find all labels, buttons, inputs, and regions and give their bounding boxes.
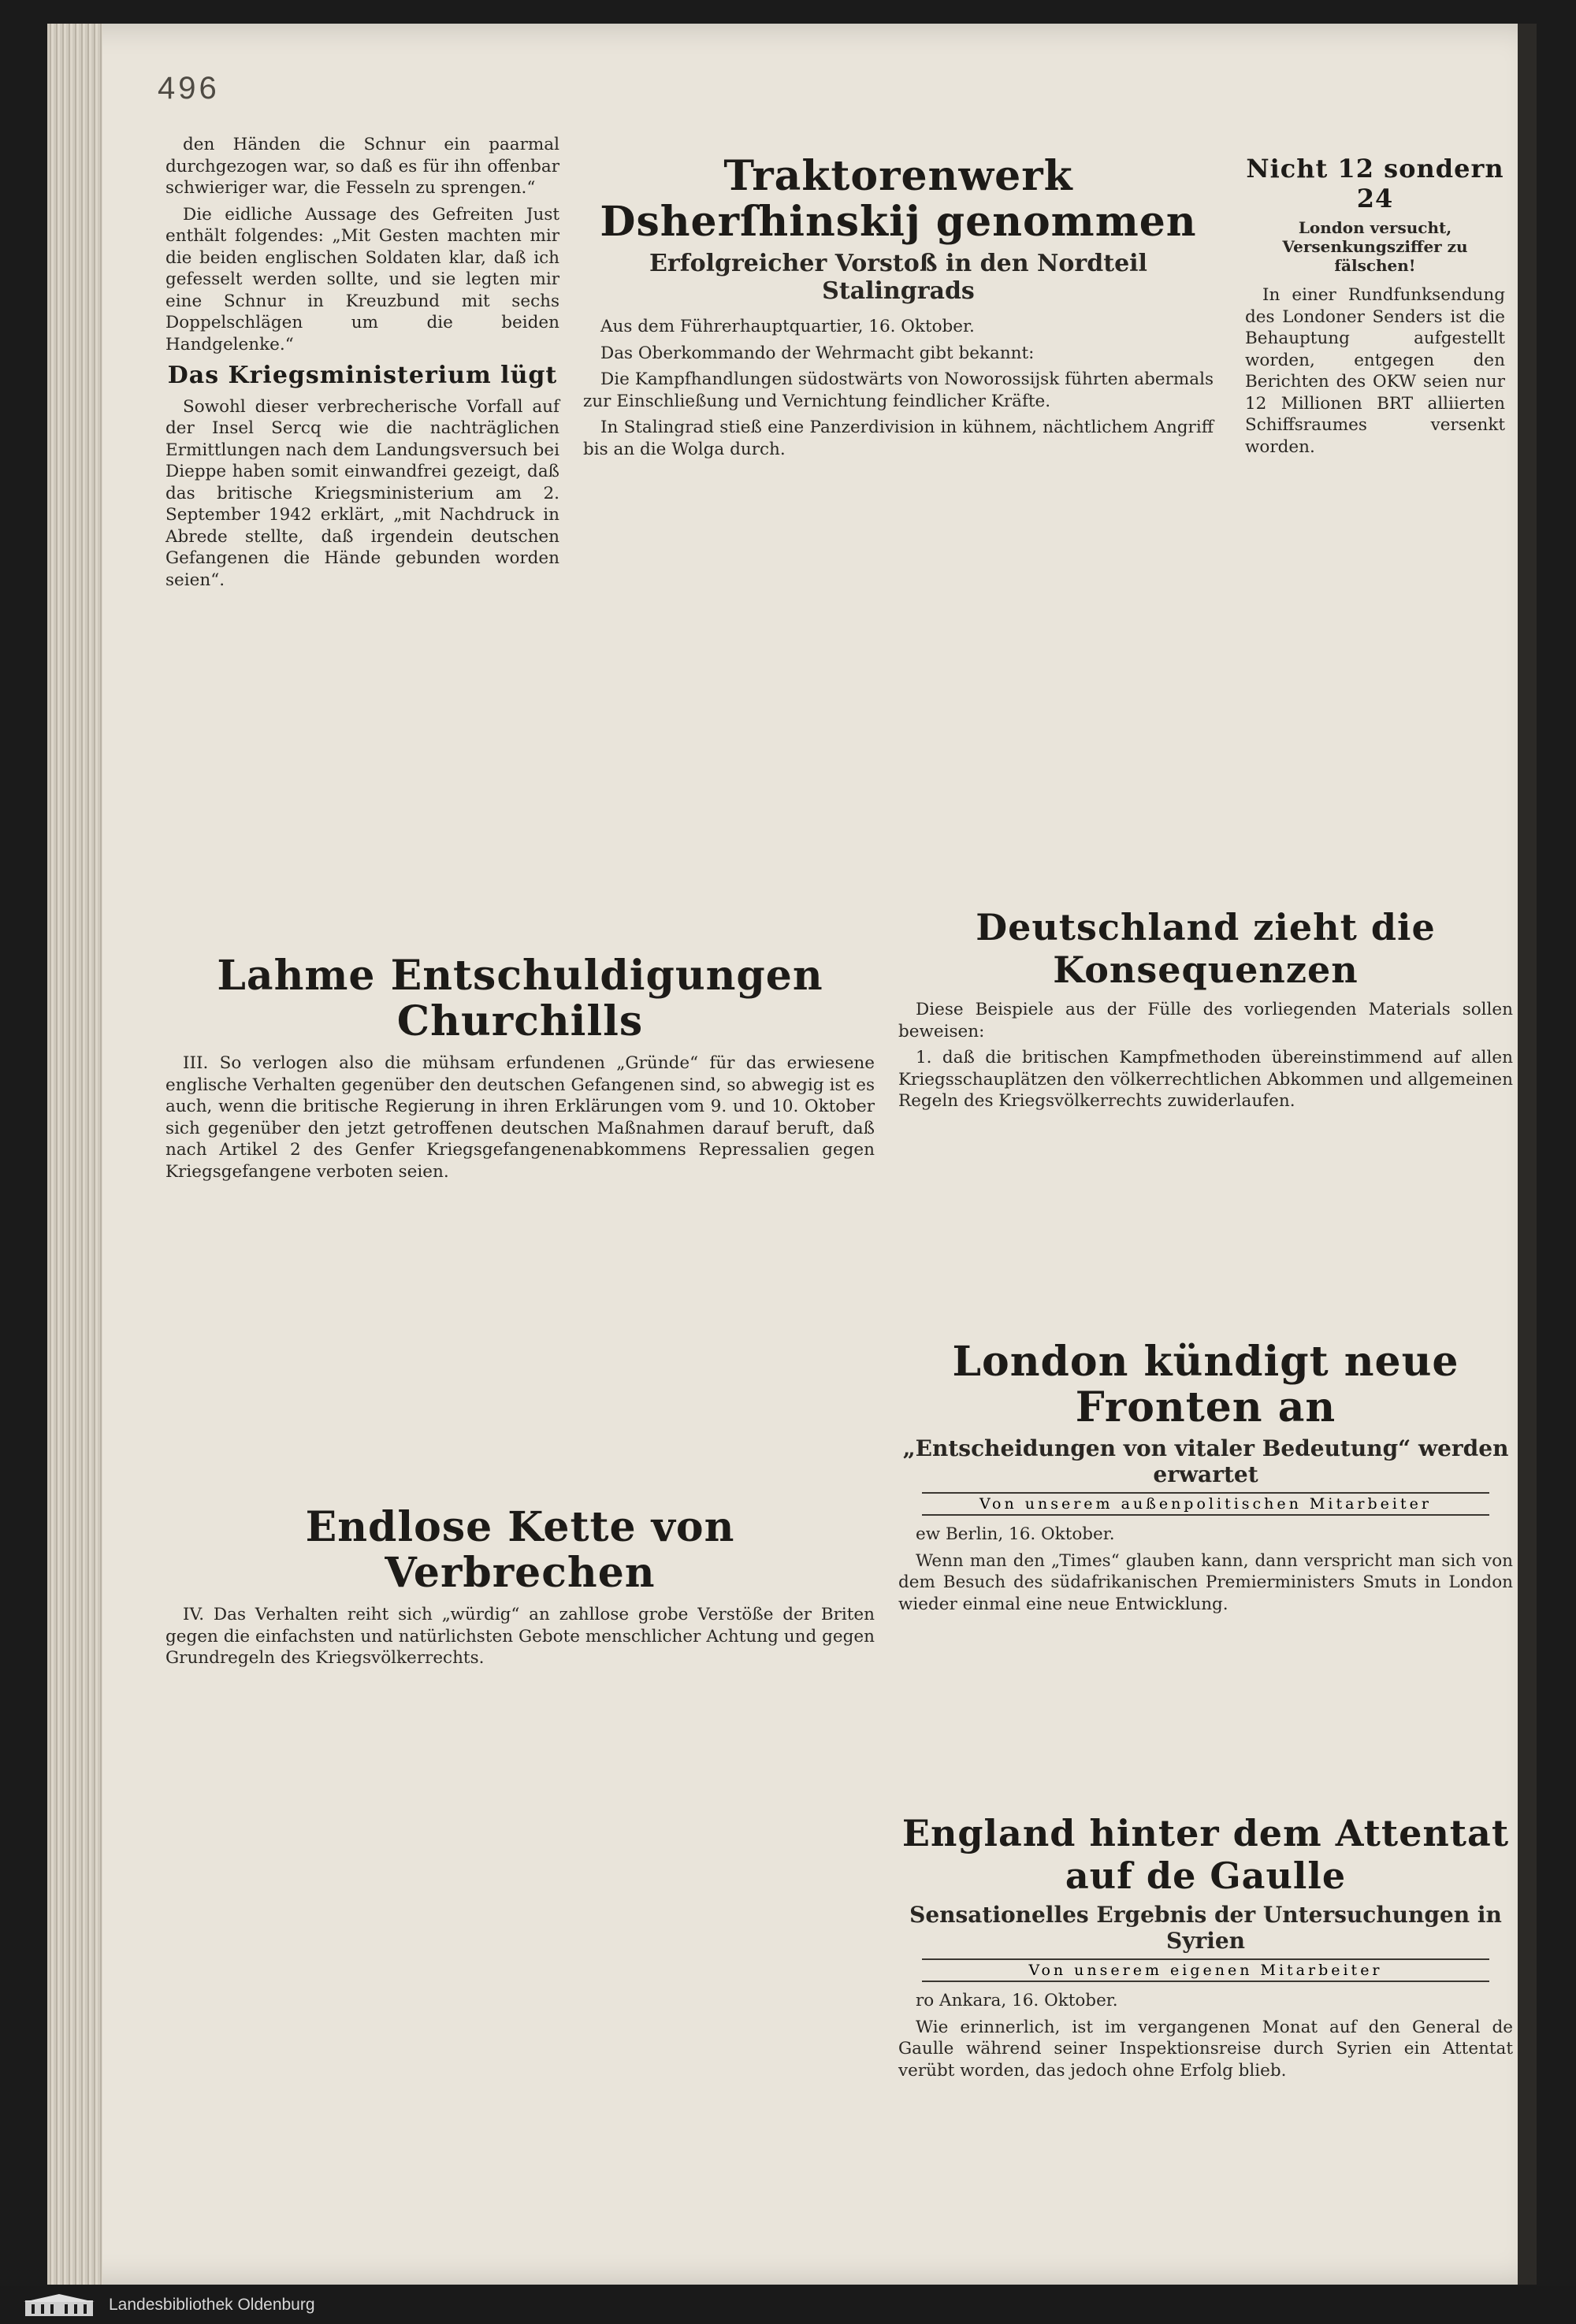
byline-london: Von unserem außenpolitischen Mitarbeiter	[922, 1492, 1489, 1516]
page-number: 496	[158, 71, 220, 106]
traktorenwerk-body	[583, 316, 1214, 460]
article-paragraph: Wie erinnerlich, ist im vergangenen Monat auf den General de Gaulle während seiner Inspektionsreise durch Syrien ein Attentat verübt worden, das jedoch ohne Erfolg blieb.	[898, 2017, 1513, 2081]
headline-nicht-12: Nicht 12 sondern 24	[1246, 154, 1504, 213]
lahme-body	[165, 1052, 875, 1182]
deutschland-body	[898, 999, 1513, 1112]
headline-deutschland: Deutschland zieht die Konsequenzen	[976, 906, 1436, 991]
article-paragraph: Wenn man den „Times“ glauben kann, dann verspricht man sich von dem Besuch des südafrikanischen Premierministers Smuts in London wieder einmal eine neue Entwicklung.	[898, 1550, 1513, 1614]
subheadline-london: „Entscheidungen von vitaler Bedeutung“ werden erwartet	[902, 1435, 1509, 1487]
left-column	[165, 134, 559, 596]
left-paragraph: Sowohl dieser verbrecherische Vorfall auf der Insel Sercq wie die nachträglichen Ermittlungen nach dem Landungsversuch bei Dieppe haben somit einwandfrei gezeigt, daß das britische Kriegsministerium am 2. September 1942 erklärt, „mit Nachdruck in Abrede stellte, daß irgendein deutschen Gefangenen die Hände gebunden worden seien“.	[165, 396, 559, 590]
article-lahme	[165, 953, 875, 1187]
subheadline-nicht-12: London versucht, Versenkungsziffer zu fälschen!	[1282, 218, 1468, 275]
article-paragraph: In Stalingrad stieß eine Panzerdivision in kühnem, nächtlichem Angriff bis an die Wolga durch.	[583, 418, 1214, 459]
subheadline-traktorenwerk: Erfolgreicher Vorstoß in den Nordteil Stalingrads	[649, 250, 1147, 305]
article-paragraph: 1. daß die britischen Kampfmethoden übereinstimmend auf allen Kriegsschauplätzen den völkerrechtlichen Abkommen und allgemeinen Regeln des Kriegsvölkerrechts zuwiderlaufen.	[898, 1048, 1513, 1111]
library-building-icon	[24, 2292, 95, 2318]
endlose-body	[165, 1604, 875, 1669]
headline-endlose: Endlose Kette von Verbrechen	[305, 1503, 735, 1597]
subheadline-england: Sensationelles Ergebnis der Untersuchungen in Syrien	[909, 1902, 1502, 1954]
article-deutschland	[898, 906, 1513, 1117]
book-spine	[47, 24, 102, 2285]
article-london	[898, 1339, 1513, 1620]
england-body	[898, 1990, 1513, 2081]
article-paragraph: Die Kampfhandlungen südostwärts von Noworossijsk führten abermals zur Einschließung und Vernichtung feindlicher Kräfte.	[583, 369, 1214, 411]
dateline: Aus dem Führerhauptquartier, 16. Oktober.	[600, 317, 975, 336]
headline-london: London kündigt neue Fronten an	[952, 1338, 1459, 1431]
article-endlose	[165, 1505, 875, 1674]
article-paragraph: IV. Das Verhalten reiht sich „würdig“ an zahllose grobe Verstöße der Briten gegen die einfachsten und natürlichsten Gebote menschlicher Achtung und gegen Grundregeln des Kriegsvölkerrechts.	[165, 1605, 875, 1668]
headline-lahme: Lahme Entschuldigungen Churchills	[217, 952, 823, 1045]
dateline: ro Ankara, 16. Oktober.	[916, 1991, 1118, 2010]
left-paragraph: den Händen die Schnur ein paarmal durchgezogen war, so daß es für ihn offenbar schwieriger war, die Fesseln zu sprengen.“	[165, 135, 559, 198]
article-paragraph: Das Oberkommando der Wehrmacht gibt bekannt:	[600, 343, 1035, 363]
newspaper-page	[47, 24, 1537, 2285]
article-england	[898, 1812, 1513, 2086]
nicht-12-body	[1245, 284, 1505, 458]
library-name: Landesbibliothek Oldenburg	[109, 2296, 315, 2314]
byline-england: Von unserem eigenen Mitarbeiter	[922, 1958, 1489, 1982]
headline-england: England hinter dem Attentat auf de Gaulle	[901, 1812, 1510, 1897]
footer-bar	[0, 2286, 1576, 2324]
dateline: ew Berlin, 16. Oktober.	[916, 1524, 1115, 1544]
london-body	[898, 1524, 1513, 1615]
article-paragraph: Diese Beispiele aus der Fülle des vorliegenden Materials sollen beweisen:	[898, 1000, 1513, 1041]
headline-traktorenwerk: Traktorenwerk Dsherſhinskij genommen	[600, 152, 1197, 246]
article-paragraph: III. So verlogen also die mühsam erfundenen „Gründe“ für das erwiesene englische Verhalten gegenüber den deutschen Gefangenen sind, so abwegig ist es auch, wenn die britische Regierung in ihren Erklärungen vom 9. und 10. Oktober sich gegenüber den jetzt getroffenen deutschen Maßnahmen darauf beruft, daß nach Artikel 2 des Genfer Kriegsgefangenenabkommens Repressalien gegen Kriegsgefangene verboten seien.	[165, 1053, 875, 1182]
heading-kriegsministerium: Das Kriegsministerium lügt	[167, 362, 558, 389]
article-traktorenwerk	[583, 154, 1214, 465]
left-paragraph: Die eidliche Aussage des Gefreiten Just enthält folgendes: „Mit Gesten machten mir die beiden englischen Soldaten klar, daß ich gefesselt werden sollte, und sie legten mir eine Schnur in Kreuzbund mit sechs Doppelschlägen um die beiden Handgelenke.“	[165, 204, 559, 355]
article-paragraph: In einer Rundfunksendung des Londoner Senders ist die Behauptung aufgestellt worden, entgegen den Berichten des OKW seien nur 12 Millionen BRT alliierten Schiffsraumes versenkt worden.	[1245, 285, 1505, 457]
page-edge	[1518, 24, 1537, 2285]
article-nicht-12	[1245, 154, 1505, 462]
